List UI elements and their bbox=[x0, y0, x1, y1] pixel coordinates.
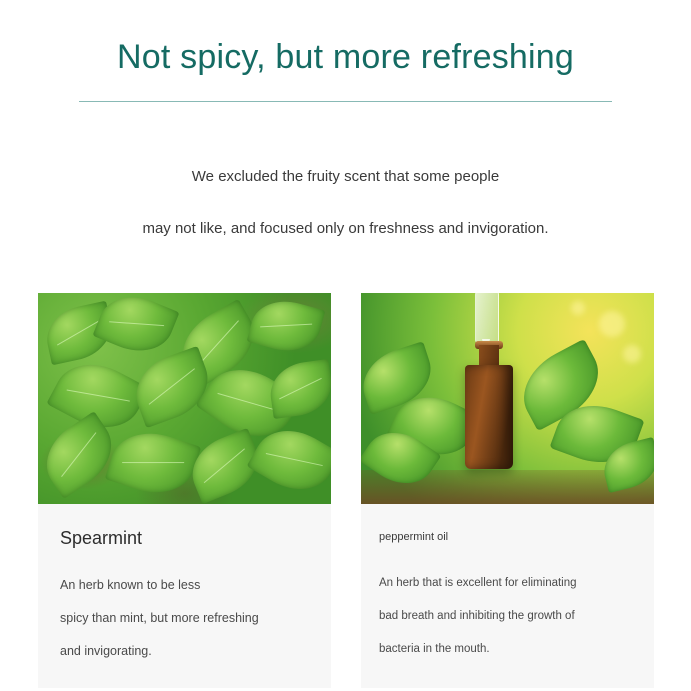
peppermint-oil-card-body bbox=[361, 504, 654, 686]
ingredient-card-spearmint bbox=[38, 293, 331, 688]
ingredient-card-peppermint-oil bbox=[361, 293, 654, 688]
dropper-icon bbox=[475, 293, 499, 343]
spearmint-text-line-3: and invigorating. bbox=[60, 644, 152, 658]
page-title: Not spicy, but more refreshing bbox=[117, 37, 574, 76]
title-divider bbox=[79, 101, 612, 102]
spearmint-photo bbox=[38, 293, 331, 504]
ingredient-cards bbox=[38, 293, 654, 688]
peppermint-oil-text-line-1: An herb that is excellent for eliminating bbox=[379, 577, 577, 589]
spearmint-text-line-2: spicy than mint, but more refreshing bbox=[60, 611, 259, 625]
peppermint-oil-text-line-2: bad breath and inhibiting the growth of bbox=[379, 610, 575, 622]
oil-bottle bbox=[465, 365, 513, 469]
spearmint-card-body bbox=[38, 504, 331, 688]
subtitle-line-1: We excluded the fruity scent that some people bbox=[191, 168, 500, 185]
spearmint-title: Spearmint bbox=[60, 528, 143, 548]
peppermint-oil-text-line-3: bacteria in the mouth. bbox=[379, 643, 490, 655]
subtitle-line-2: may not like, and focused only on freshness and invigoration. bbox=[142, 220, 549, 237]
peppermint-oil-title: peppermint oil bbox=[379, 531, 449, 543]
peppermint-oil-photo bbox=[361, 293, 654, 504]
spearmint-text-line-1: An herb known to be less bbox=[60, 578, 201, 592]
